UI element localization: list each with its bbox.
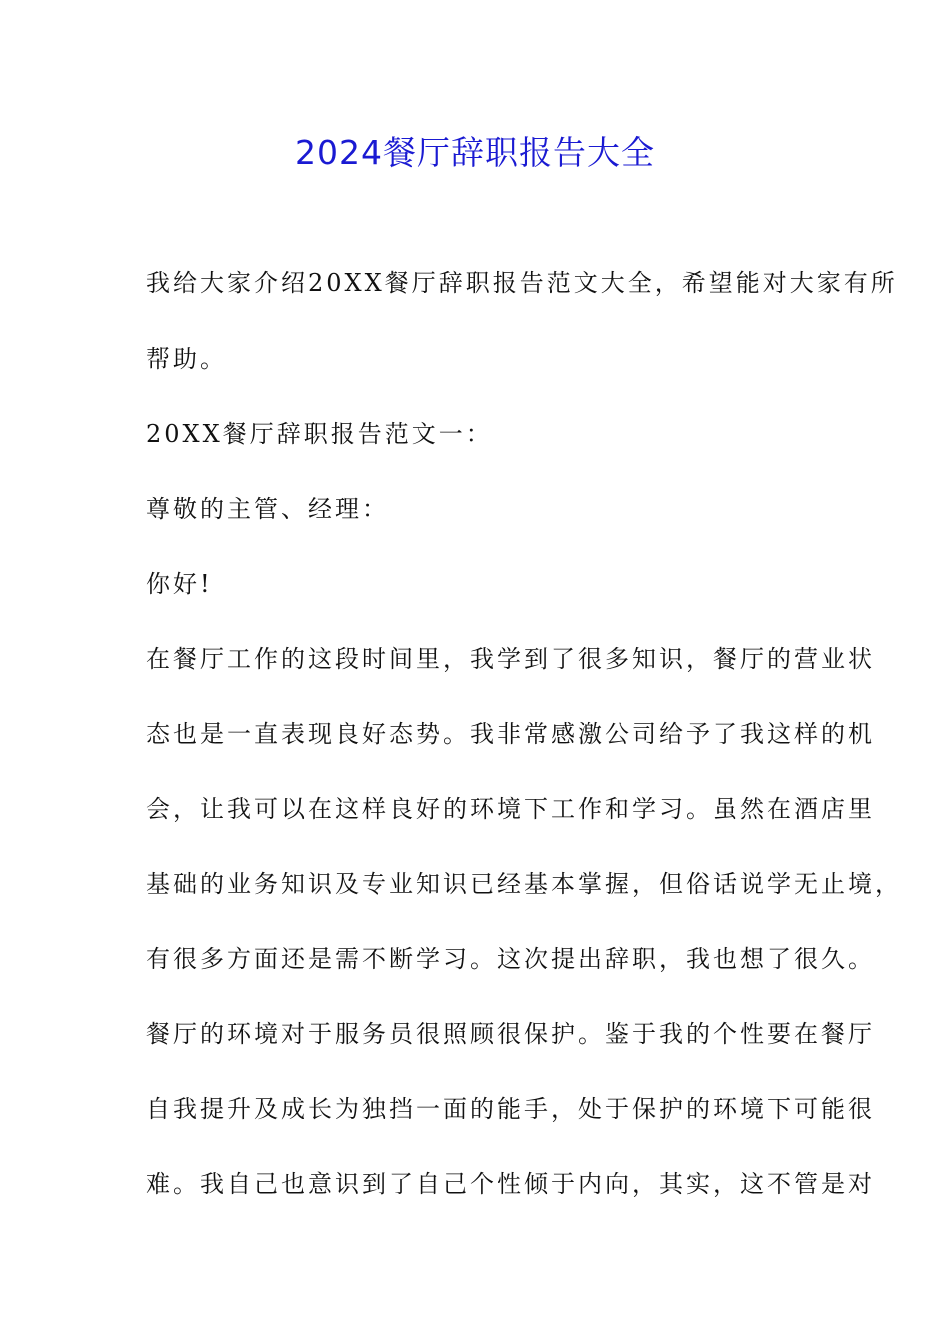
intro-line-1: 我给大家介绍20XX餐厅辞职报告范文大全，希望能对大家有所	[146, 269, 898, 297]
body-line-8: 难。我自己也意识到了自己个性倾于内向，其实，这不管是对	[146, 1170, 875, 1198]
body-line-7: 自我提升及成长为独挡一面的能手，处于保护的环境下可能很	[146, 1095, 875, 1123]
body-line-6: 餐厅的环境对于服务员很照顾很保护。鉴于我的个性要在餐厅	[146, 1020, 875, 1048]
greeting: 你好!	[146, 570, 213, 598]
intro-line-2: 帮助。	[146, 345, 227, 373]
body-line-2: 态也是一直表现良好态势。我非常感激公司给予了我这样的机	[146, 720, 875, 748]
document-title: 2024餐厅辞职报告大全	[295, 133, 655, 172]
body-line-5: 有很多方面还是需不断学习。这次提出辞职，我也想了很久。	[146, 945, 875, 973]
salutation: 尊敬的主管、经理：	[146, 495, 389, 523]
body-line-4: 基础的业务知识及专业知识已经基本掌握，但俗话说学无止境，	[146, 870, 902, 898]
section-heading: 20XX餐厅辞职报告范文一：	[146, 420, 493, 448]
body-line-3: 会，让我可以在这样良好的环境下工作和学习。虽然在酒店里	[146, 795, 875, 823]
body-line-1: 在餐厅工作的这段时间里，我学到了很多知识，餐厅的营业状	[146, 645, 875, 673]
